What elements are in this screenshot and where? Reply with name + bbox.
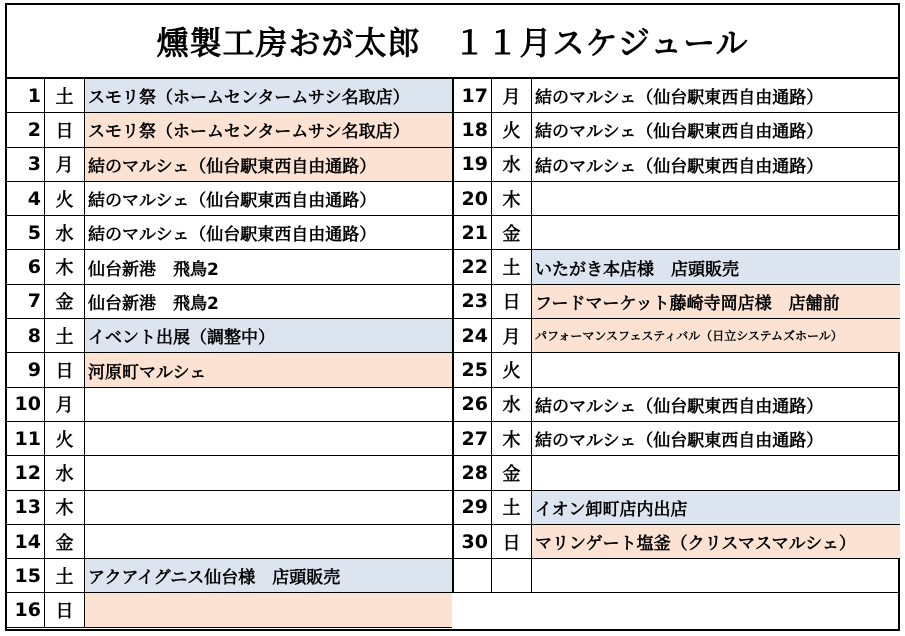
- weekday: 水: [45, 456, 85, 489]
- day-number: 19: [454, 148, 492, 181]
- weekday: 日: [45, 353, 85, 386]
- event-cell: [85, 422, 452, 455]
- schedule-row: [7, 216, 452, 250]
- event-cell: [85, 456, 452, 489]
- schedule-row: [454, 388, 900, 422]
- event-cell: [85, 593, 452, 626]
- weekday: 木: [45, 491, 85, 524]
- day-number: 13: [7, 491, 45, 524]
- schedule-row: [454, 148, 900, 182]
- schedule-row: [7, 525, 452, 559]
- event-cell: [532, 353, 900, 386]
- event-cell: 河原町マルシェ: [85, 353, 452, 386]
- day-number: 2: [7, 113, 45, 146]
- day-number: 18: [454, 113, 492, 146]
- weekday: 水: [492, 148, 532, 181]
- weekday: 金: [492, 216, 532, 249]
- schedule-row: [454, 285, 900, 319]
- day-number: 14: [7, 525, 45, 558]
- event-cell: スモリ祭（ホームセンタームサシ名取店）: [85, 79, 452, 112]
- schedule-row: [7, 422, 452, 456]
- schedule-row: [7, 593, 452, 627]
- event-cell: アクアイグニス仙台様 店頭販売: [85, 559, 452, 592]
- schedule-row: [454, 79, 900, 113]
- schedule-row: [454, 250, 900, 284]
- day-number: 7: [7, 285, 45, 318]
- weekday: 木: [492, 422, 532, 455]
- event-cell: 結のマルシェ（仙台駅東西自由通路）: [88, 225, 377, 246]
- weekday: 日: [492, 285, 532, 318]
- day-number: 24: [454, 319, 492, 352]
- weekday: 日: [45, 113, 85, 146]
- schedule-row: [7, 285, 452, 319]
- event-cell: [85, 491, 452, 524]
- event-cell: イベント出展（調整中）: [85, 319, 452, 352]
- schedule-row: [7, 182, 452, 216]
- day-number: 4: [7, 182, 45, 215]
- event-cell: 結のマルシェ（仙台駅東西自由通路）: [535, 431, 824, 452]
- event-cell: 結のマルシェ（仙台駅東西自由通路）: [85, 148, 452, 181]
- schedule-row: [454, 113, 900, 147]
- weekday: 火: [492, 113, 532, 146]
- weekday: 土: [45, 79, 85, 112]
- schedule-row: [7, 79, 452, 113]
- weekday: 木: [45, 250, 85, 283]
- weekday: [492, 559, 532, 592]
- event-cell: [85, 388, 452, 421]
- event-cell: パフォーマンスフェスティバル（日立システムズホール）: [532, 319, 900, 352]
- schedule-row: [7, 319, 452, 353]
- event-cell: スモリ祭（ホームセンタームサシ名取店）: [85, 113, 452, 146]
- event-cell: いたがき本店様 店頭販売: [532, 250, 900, 283]
- event-cell: [85, 525, 452, 558]
- weekday: 金: [45, 525, 85, 558]
- schedule-row: [7, 559, 452, 593]
- schedule-row: [454, 353, 900, 387]
- day-number: 9: [7, 353, 45, 386]
- event-cell: 結のマルシェ（仙台駅東西自由通路）: [88, 191, 377, 212]
- page-title: 燻製工房おが太郎 １１月スケジュール: [7, 5, 898, 79]
- weekday: 土: [492, 250, 532, 283]
- day-number: 26: [454, 388, 492, 421]
- event-cell: フードマーケット藤崎寺岡店様 店舗前: [532, 285, 900, 318]
- schedule-row: [7, 456, 452, 490]
- schedule-row: [7, 388, 452, 422]
- weekday: 土: [492, 491, 532, 524]
- weekday: 日: [492, 525, 532, 558]
- weekday: 金: [45, 285, 85, 318]
- day-number: 8: [7, 319, 45, 352]
- event-cell: [532, 182, 900, 215]
- schedule-row: [454, 182, 900, 216]
- event-cell: 結のマルシェ（仙台駅東西自由通路）: [535, 122, 824, 143]
- day-number: 22: [454, 250, 492, 283]
- event-cell: 結のマルシェ（仙台駅東西自由通路）: [535, 88, 824, 109]
- event-cell: [532, 559, 900, 592]
- event-cell: [532, 456, 900, 489]
- event-cell: 結のマルシェ（仙台駅東西自由通路）: [535, 156, 824, 177]
- day-number: 16: [7, 593, 45, 626]
- weekday: 木: [492, 182, 532, 215]
- schedule-row: [454, 559, 900, 593]
- schedule-row: [7, 353, 452, 387]
- schedule-row: [7, 113, 452, 147]
- schedule-row: [7, 148, 452, 182]
- weekday: 水: [492, 388, 532, 421]
- event-cell: 仙台新港 飛鳥2: [88, 293, 219, 314]
- day-number: 3: [7, 148, 45, 181]
- day-number: 17: [454, 79, 492, 112]
- weekday: 火: [45, 182, 85, 215]
- day-number: 11: [7, 422, 45, 455]
- schedule-row: [454, 216, 900, 250]
- schedule-column-right: [452, 79, 900, 593]
- event-cell: [532, 216, 900, 249]
- weekday: 月: [45, 148, 85, 181]
- day-number: 27: [454, 422, 492, 455]
- day-number: 5: [7, 216, 45, 249]
- schedule-sheet: [5, 3, 900, 631]
- schedule-row: [454, 422, 900, 456]
- day-number: 29: [454, 491, 492, 524]
- event-cell: イオン卸町店内出店: [532, 491, 900, 524]
- weekday: 月: [45, 388, 85, 421]
- day-number: 20: [454, 182, 492, 215]
- weekday: 水: [45, 216, 85, 249]
- event-cell: 結のマルシェ（仙台駅東西自由通路）: [535, 396, 824, 417]
- weekday: 月: [492, 79, 532, 112]
- day-number: 1: [7, 79, 45, 112]
- day-number: 12: [7, 456, 45, 489]
- weekday: 火: [492, 353, 532, 386]
- schedule-row: [454, 456, 900, 490]
- day-number: 6: [7, 250, 45, 283]
- weekday: 日: [45, 593, 85, 626]
- day-number: 10: [7, 388, 45, 421]
- weekday: 金: [492, 456, 532, 489]
- day-number: 28: [454, 456, 492, 489]
- day-number: 15: [7, 559, 45, 592]
- day-number: 23: [454, 285, 492, 318]
- event-cell: 仙台新港 飛鳥2: [88, 259, 219, 280]
- weekday: 火: [45, 422, 85, 455]
- schedule-column-left: [7, 79, 452, 628]
- day-number: 21: [454, 216, 492, 249]
- day-number: 30: [454, 525, 492, 558]
- schedule-row: [454, 491, 900, 525]
- schedule-row: [454, 319, 900, 353]
- day-number: [454, 559, 492, 592]
- schedule-row: [7, 491, 452, 525]
- schedule-row: [7, 250, 452, 284]
- weekday: 土: [45, 559, 85, 592]
- day-number: 25: [454, 353, 492, 386]
- event-cell: マリンゲート塩釜（クリスマスマルシェ）: [532, 525, 900, 558]
- weekday: 土: [45, 319, 85, 352]
- weekday: 月: [492, 319, 532, 352]
- schedule-row: [454, 525, 900, 559]
